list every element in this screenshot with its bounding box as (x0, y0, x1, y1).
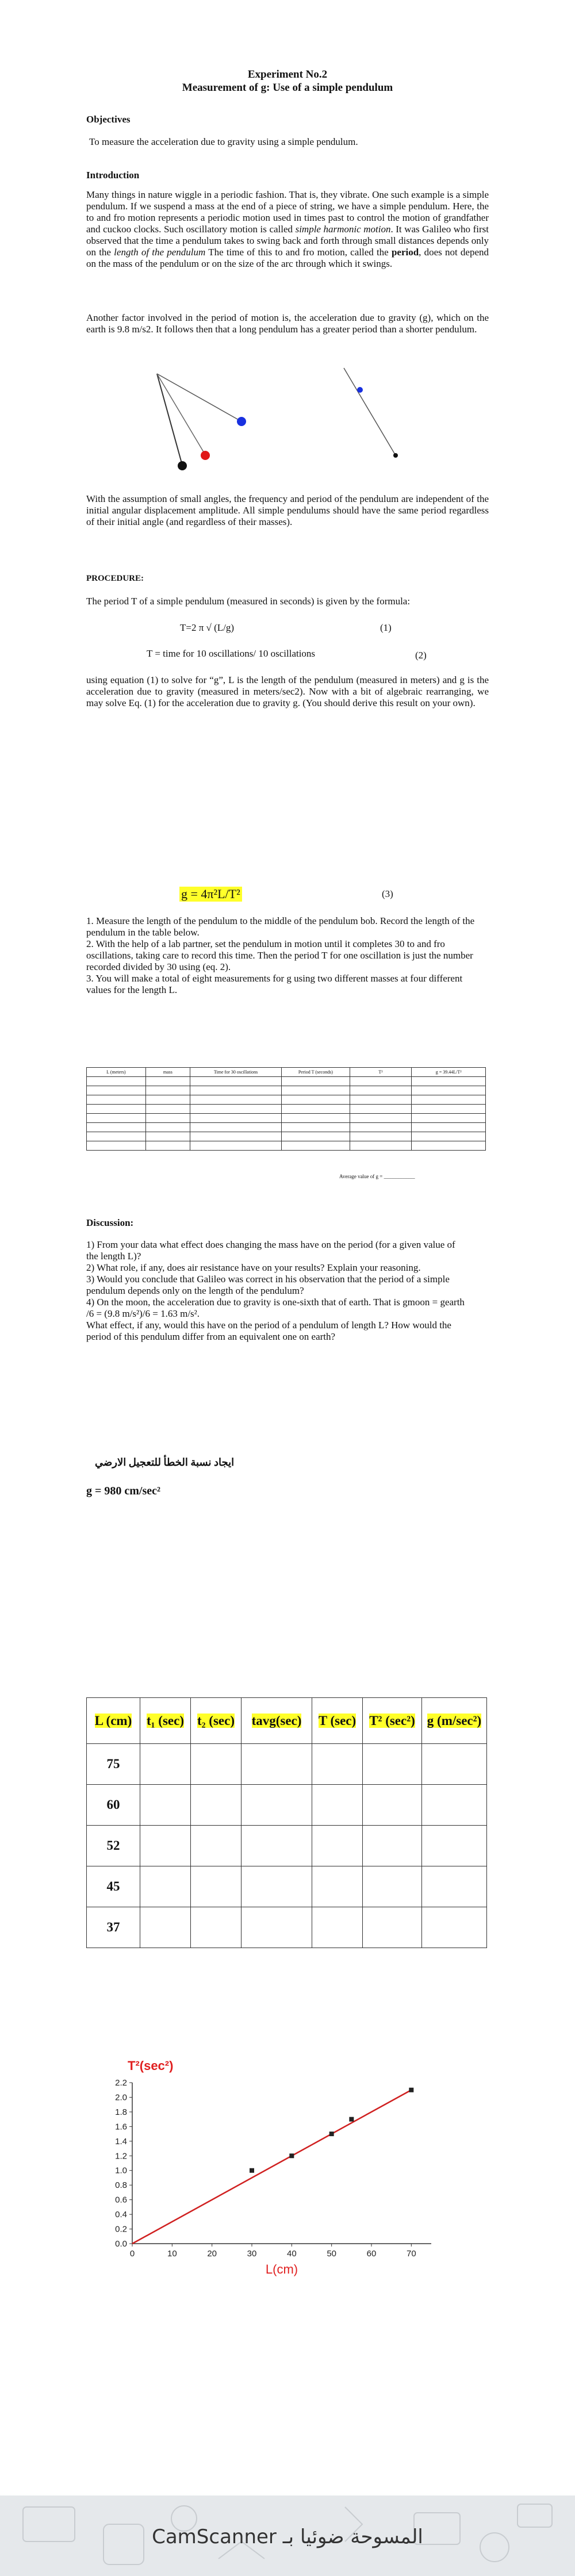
table-1-header: T² (350, 1068, 412, 1077)
scanner-label: CamScanner المسوحة ضوئيا بـ (152, 2525, 423, 2548)
t-squared-vs-length-chart (86, 2053, 460, 2276)
y-tick-label: 0.4 (115, 2210, 127, 2220)
table-2-header-t2: t₂ (sec) (191, 1698, 241, 1744)
equation-3: g = 4π²L/T² (179, 887, 242, 902)
y-tick-label: 0.6 (115, 2195, 127, 2205)
table-row (87, 1132, 486, 1141)
x-tick-label: 50 (327, 2249, 337, 2259)
procedure-step-2: 2. With the help of a lab partner, set the pendulum in motion until it completes 30 to and fro oscillations, taking care to record this time. Then the period T for one oscillation is just the number recorded divided by 30 using (eq. 2). (86, 938, 473, 972)
procedure-step-3: 3. You will make a total of eight measurements for g using two different masses at four different values for the length L. (86, 973, 463, 995)
table-2-header-t: T (sec) (312, 1698, 363, 1744)
experiment-title: Measurement of g: Use of a simple pendulum (182, 82, 393, 94)
data-point (349, 2117, 354, 2122)
pendulum-group-left (157, 374, 246, 470)
table-row (87, 1744, 487, 1785)
discussion-item: 3) Would you conclude that Galileo was correct in his observation that the period of a simple pendulum depends only on the length of the pendulum? (86, 1274, 450, 1296)
data-point (409, 2088, 413, 2092)
y-tick-label: 1.4 (115, 2136, 127, 2146)
pendulum-bob-black (178, 461, 187, 470)
table-row (87, 1826, 487, 1866)
pendulum-bob-black-small (393, 453, 398, 458)
objectives-text: To measure the acceleration due to gravity using a simple pendulum. (89, 136, 358, 147)
table-row (87, 1785, 487, 1826)
fit-line (132, 2090, 411, 2244)
pendulum-illustration (0, 345, 575, 477)
introduction-heading: Introduction (86, 170, 140, 181)
data-table-2 (86, 1697, 487, 1948)
procedure-text: using equation (1) to solve for “g”, L is the length of the pendulum (measured in meters) and g is the acceleration due to gravity (measured in meters/sec2). Now with a bit of algebraic rearranging, we may solve Eq. (1) for the acceleration due to gravity g. (You should derive this result on your own). (86, 674, 489, 708)
equation-1: T=2 π √ (L/g) (180, 622, 235, 633)
y-tick-label: 1.6 (115, 2122, 127, 2132)
arabic-note: ايجاد نسبة الخطأ للتعجيل الارضي (95, 1456, 235, 1468)
experiment-number: Experiment No.2 (247, 68, 328, 80)
x-tick-label: 0 (129, 2249, 135, 2259)
y-tick-label: 1.0 (115, 2165, 127, 2176)
introduction-paragraph-1: Many things in nature wiggle in a periodic fashion. That is, they vibrate. One such example is a simple pendulum. If we suspend a mass at the end of a piece of string, we have a simple pendulum. Here, the to and fro motion represents a periodic motion used in times past to control the motion of grandfather and cuckoo clocks. Such oscillatory motion is called simple harmonic motion. It was Galileo who first observed that the time a pendulum takes to swing back and forth through small distances depends only on the length of the pendulum The time of this to and fro motion, called the period, does not depend on the mass of the pendulum or on the size of the arc through which it swings. (86, 189, 489, 269)
procedure-step-1: 1. Measure the length of the pendulum to the middle of the pendulum bob. Record the length of the pendulum in the table below. (86, 915, 475, 938)
table-1-header: Time for 30 oscillations (190, 1068, 281, 1077)
pendulum-bob-blue-small (357, 387, 363, 393)
y-tick-label: 2.0 (115, 2092, 127, 2103)
table-row (87, 1077, 486, 1086)
x-tick-label: 30 (247, 2249, 257, 2259)
pendulum-string-black (157, 374, 182, 465)
table-row (87, 1123, 486, 1132)
table-row (87, 1086, 486, 1095)
y-tick-label: 0.8 (115, 2180, 127, 2191)
table-2-header-g: g (m/sec²) (422, 1698, 487, 1744)
pendulum-bob-blue (237, 417, 246, 426)
equation-3-number: (3) (382, 888, 393, 899)
discussion-item: 1) From your data what effect does changing the mass have on the period (for a given value of the length L)? (86, 1239, 455, 1262)
equation-1-number: (1) (380, 622, 392, 633)
table-row (87, 1141, 486, 1151)
discussion-item: 4) On the moon, the acceleration due to gravity is one-sixth that of earth. That is gmoon = gearth /6 = (9.8 m/s²)/6 = 1.63 m/s². (86, 1297, 465, 1319)
equation-2: T = time for 10 oscillations/ 10 oscillations (147, 648, 316, 659)
x-tick-label: 20 (207, 2249, 217, 2259)
length-cell: 37 (87, 1907, 140, 1948)
average-g-label: Average value of g = ____________ (339, 1174, 415, 1179)
procedure-steps (86, 915, 489, 996)
page-title (86, 68, 489, 94)
y-tick-label: 2.2 (115, 2078, 127, 2088)
x-tick-label: 70 (406, 2249, 416, 2259)
scanner-footer (0, 2496, 575, 2576)
y-axis-label: T²(sec²) (128, 2058, 174, 2073)
x-tick-label: 10 (167, 2249, 177, 2259)
data-point (250, 2168, 254, 2173)
x-axis-label: L(cm) (265, 2262, 298, 2276)
y-tick-label: 0.0 (115, 2239, 127, 2249)
equation-2-number: (2) (415, 650, 427, 661)
table-1-header: Period T (seconds) (282, 1068, 350, 1077)
pendulum-group-right (344, 368, 398, 458)
table-row (87, 1114, 486, 1123)
table-2-header-t1: t₁ (sec) (140, 1698, 191, 1744)
y-tick-label: 1.2 (115, 2151, 127, 2161)
discussion-item: 2) What role, if any, does air resistance have on your results? Explain your reasoning. (86, 1262, 421, 1273)
y-ticks (115, 2078, 132, 2249)
data-points (250, 2088, 413, 2173)
discussion-item: What effect, if any, would this have on the period of a pendulum of length L? How would the period of this pendulum differ from an equivalent one on earth? (86, 1320, 451, 1342)
length-cell: 60 (87, 1785, 140, 1826)
length-cell: 45 (87, 1866, 140, 1907)
data-point (329, 2132, 334, 2136)
discussion-list (86, 1239, 466, 1343)
table-1-header: L (meters) (87, 1068, 146, 1077)
pendulum-string-red (157, 374, 205, 455)
discussion-heading: Discussion: (86, 1217, 134, 1228)
procedure-heading: PROCEDURE: (86, 574, 144, 583)
introduction-paragraph-3: With the assumption of small angles, the frequency and period of the pendulum are independent of the initial angular displacement amplitude. All simple pendulums should have the same period regardless of their initial angle (and regardless of their masses). (86, 493, 489, 527)
y-tick-label: 0.2 (115, 2224, 127, 2234)
table-row (87, 1907, 487, 1948)
length-cell: 75 (87, 1744, 140, 1785)
table-row (87, 1866, 487, 1907)
table-1-header-row (87, 1068, 486, 1077)
g-value: g = 980 cm/sec² (86, 1485, 161, 1497)
table-2-header-l: L (cm) (87, 1698, 140, 1744)
table-row (87, 1095, 486, 1105)
introduction-paragraph-2: Another factor involved in the period of motion is, the acceleration due to gravity (g), which on the earth is 9.8 m/s2. It follows then that a long pendulum has a greater period than a shorter pendulum. (86, 312, 489, 335)
data-point (289, 2153, 294, 2158)
pendulum-bob-red (201, 451, 210, 460)
pendulum-string-blue (157, 374, 241, 421)
table-2-header-tavg: tavg(sec) (241, 1698, 312, 1744)
table-row (87, 1105, 486, 1114)
table-1-header: g = 39.44L/T² (412, 1068, 486, 1077)
length-cell: 52 (87, 1826, 140, 1866)
procedure-intro: The period T of a simple pendulum (measured in seconds) is given by the formula: (86, 596, 411, 607)
table-1-header: mass (145, 1068, 190, 1077)
x-tick-label: 60 (366, 2249, 377, 2259)
x-ticks (130, 2244, 416, 2259)
data-table-1 (86, 1067, 486, 1151)
objectives-heading: Objectives (86, 114, 131, 125)
table-2-header-row (87, 1698, 487, 1744)
table-2-header-t-squared: T² (sec²) (363, 1698, 422, 1744)
x-tick-label: 40 (286, 2249, 297, 2259)
y-tick-label: 1.8 (115, 2107, 127, 2117)
pendulum-string-right (344, 368, 396, 455)
